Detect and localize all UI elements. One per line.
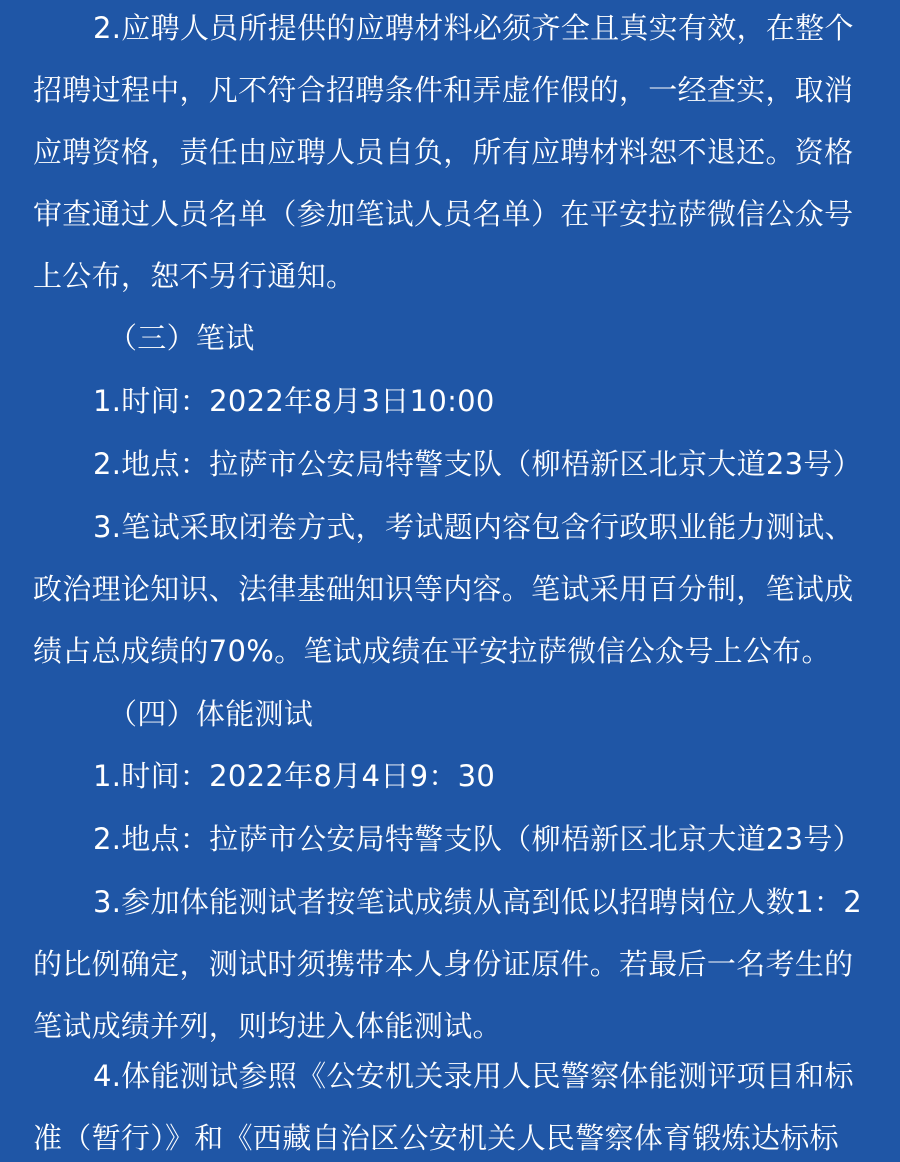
paragraph-exam-format xyxy=(0,496,900,682)
section-heading-physical-test xyxy=(0,683,900,745)
section-heading: （四）体能测试 xyxy=(108,697,314,731)
text-line: 2.地点：拉萨市公安局特警支队（柳梧新区北京大道23号） xyxy=(93,447,862,481)
text-line: 2.地点：拉萨市公安局特警支队（柳梧新区北京大道23号） xyxy=(93,822,862,856)
text-line: 2.应聘人员所提供的应聘材料必须齐全且真实有效，在整个 xyxy=(93,11,854,45)
text-line: 1.时间：2022年8月3日10:00 xyxy=(93,384,495,418)
paragraph-exam-location xyxy=(0,433,900,495)
text-line: 4.体能测试参照《公安机关录用人民警察体能测评项目和标 xyxy=(93,1059,854,1093)
paragraph-physical-standards xyxy=(0,1045,900,1162)
text-line: 准（暂行）》和《西藏自治区公安机关人民警察体育锻炼达标标 xyxy=(33,1121,839,1155)
text-line: 应聘资格，责任由应聘人员自负，所有应聘材料恕不退还。资格 xyxy=(33,135,854,169)
text-line: 审查通过人员名单（参加笔试人员名单）在平安拉萨微信公众号 xyxy=(33,197,854,231)
paragraph-material-requirements xyxy=(0,0,900,307)
text-line: 政治理论知识、法律基础知识等内容。笔试采用百分制，笔试成 xyxy=(33,572,854,606)
paragraph-physical-location xyxy=(0,808,900,870)
text-line: 1.时间：2022年8月4日9：30 xyxy=(93,759,496,793)
text-line: 招聘过程中，凡不符合招聘条件和弄虚作假的，一经查实，取消 xyxy=(33,73,854,107)
paragraph-physical-time xyxy=(0,745,900,807)
text-line: 3.笔试采取闭卷方式，考试题内容包含行政职业能力测试、 xyxy=(93,510,854,544)
section-heading: （三）笔试 xyxy=(108,321,255,355)
text-line: 的比例确定，测试时须携带本人身份证原件。若最后一名考生的 xyxy=(33,947,854,981)
text-line: 绩占总成绩的70%。笔试成绩在平安拉萨微信公众号上公布。 xyxy=(33,634,831,668)
text-line: 上公布，恕不另行通知。 xyxy=(33,259,356,293)
text-line: 3.参加体能测试者按笔试成绩从高到低以招聘岗位人数1：2 xyxy=(93,885,862,919)
text-line: 笔试成绩并列，则均进入体能测试。 xyxy=(33,1009,502,1043)
section-heading-written-exam xyxy=(0,307,900,369)
paragraph-exam-time xyxy=(0,370,900,432)
paragraph-physical-selection xyxy=(0,871,900,1057)
